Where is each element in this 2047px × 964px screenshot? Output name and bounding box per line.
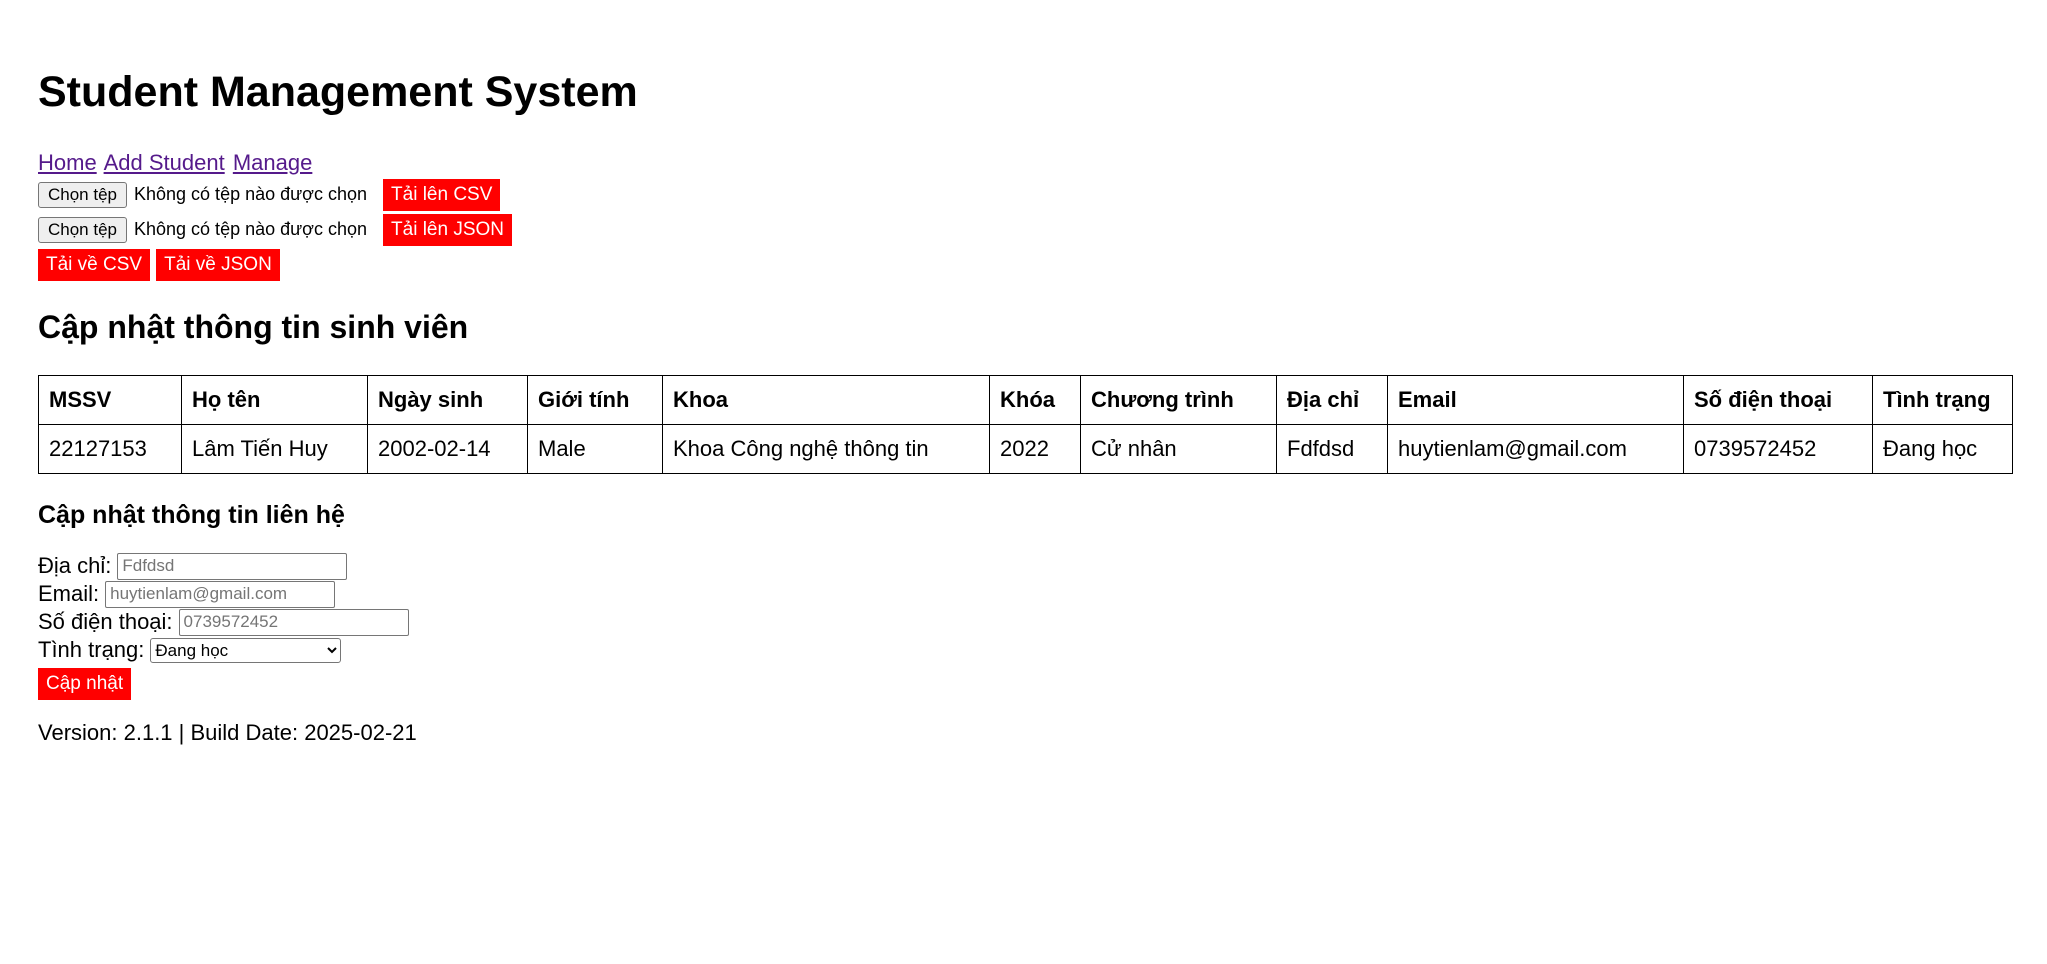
cell-gender: Male <box>528 425 663 474</box>
email-label: Email: <box>38 581 100 606</box>
cell-dob: 2002-02-14 <box>368 425 528 474</box>
nav-link-home[interactable]: Home <box>38 150 97 175</box>
email-row <box>38 580 2047 608</box>
address-input[interactable] <box>117 553 347 580</box>
contact-form-title: Cập nhật thông tin liên hệ <box>38 501 345 529</box>
csv-upload-row <box>38 177 2047 212</box>
header-address: Địa chỉ <box>1277 376 1388 425</box>
header-gender: Giới tính <box>528 376 663 425</box>
header-course: Khóa <box>990 376 1081 425</box>
address-label: Địa chỉ: <box>38 553 112 578</box>
version-info: Version: 2.1.1 | Build Date: 2025-02-21 <box>38 720 417 745</box>
upload-csv-button[interactable]: Tải lên CSV <box>383 179 500 211</box>
update-button[interactable]: Cập nhật <box>38 668 131 700</box>
phone-input[interactable] <box>179 609 409 636</box>
student-table <box>38 375 2013 474</box>
header-dob: Ngày sinh <box>368 376 528 425</box>
update-student-title: Cập nhật thông tin sinh viên <box>38 309 469 345</box>
phone-row <box>38 608 2047 636</box>
page-title: Student Management System <box>38 68 638 116</box>
status-label: Tình trạng: <box>38 637 145 662</box>
status-select[interactable] <box>150 638 341 663</box>
json-upload-row <box>38 212 2047 247</box>
csv-file-status: Không có tệp nào được chọn <box>134 184 368 204</box>
header-faculty: Khoa <box>663 376 990 425</box>
header-program: Chương trình <box>1081 376 1277 425</box>
cell-course: 2022 <box>990 425 1081 474</box>
update-row <box>38 667 2047 701</box>
status-row <box>38 636 2047 664</box>
address-row <box>38 552 2047 580</box>
cell-phone: 0739572452 <box>1684 425 1873 474</box>
cell-faculty: Khoa Công nghệ thông tin <box>663 425 990 474</box>
header-name: Họ tên <box>182 376 368 425</box>
cell-address: Fdfdsd <box>1277 425 1388 474</box>
download-row <box>38 247 2047 283</box>
table-row[interactable] <box>39 425 2013 474</box>
nav-link-manage[interactable]: Manage <box>232 150 313 175</box>
download-json-button[interactable]: Tải về JSON <box>156 249 280 281</box>
nav-bar <box>38 149 2047 177</box>
header-mssv: MSSV <box>39 376 182 425</box>
email-input[interactable] <box>105 581 335 608</box>
cell-mssv: 22127153 <box>39 425 182 474</box>
table-header-row <box>39 376 2013 425</box>
header-phone: Số điện thoại <box>1684 376 1873 425</box>
csv-choose-file-button[interactable]: Chọn tệp <box>38 182 127 208</box>
phone-label: Số điện thoại: <box>38 609 173 634</box>
header-status: Tình trạng <box>1873 376 2013 425</box>
cell-status: Đang học <box>1873 425 2013 474</box>
cell-email: huytienlam@gmail.com <box>1388 425 1684 474</box>
json-file-status: Không có tệp nào được chọn <box>134 219 368 239</box>
cell-name: Lâm Tiến Huy <box>182 425 368 474</box>
json-choose-file-button[interactable]: Chọn tệp <box>38 217 127 243</box>
nav-link-add-student[interactable]: Add Student <box>103 150 225 175</box>
upload-json-button[interactable]: Tải lên JSON <box>383 214 512 246</box>
download-csv-button[interactable]: Tải về CSV <box>38 249 150 281</box>
header-email: Email <box>1388 376 1684 425</box>
cell-program: Cử nhân <box>1081 425 1277 474</box>
